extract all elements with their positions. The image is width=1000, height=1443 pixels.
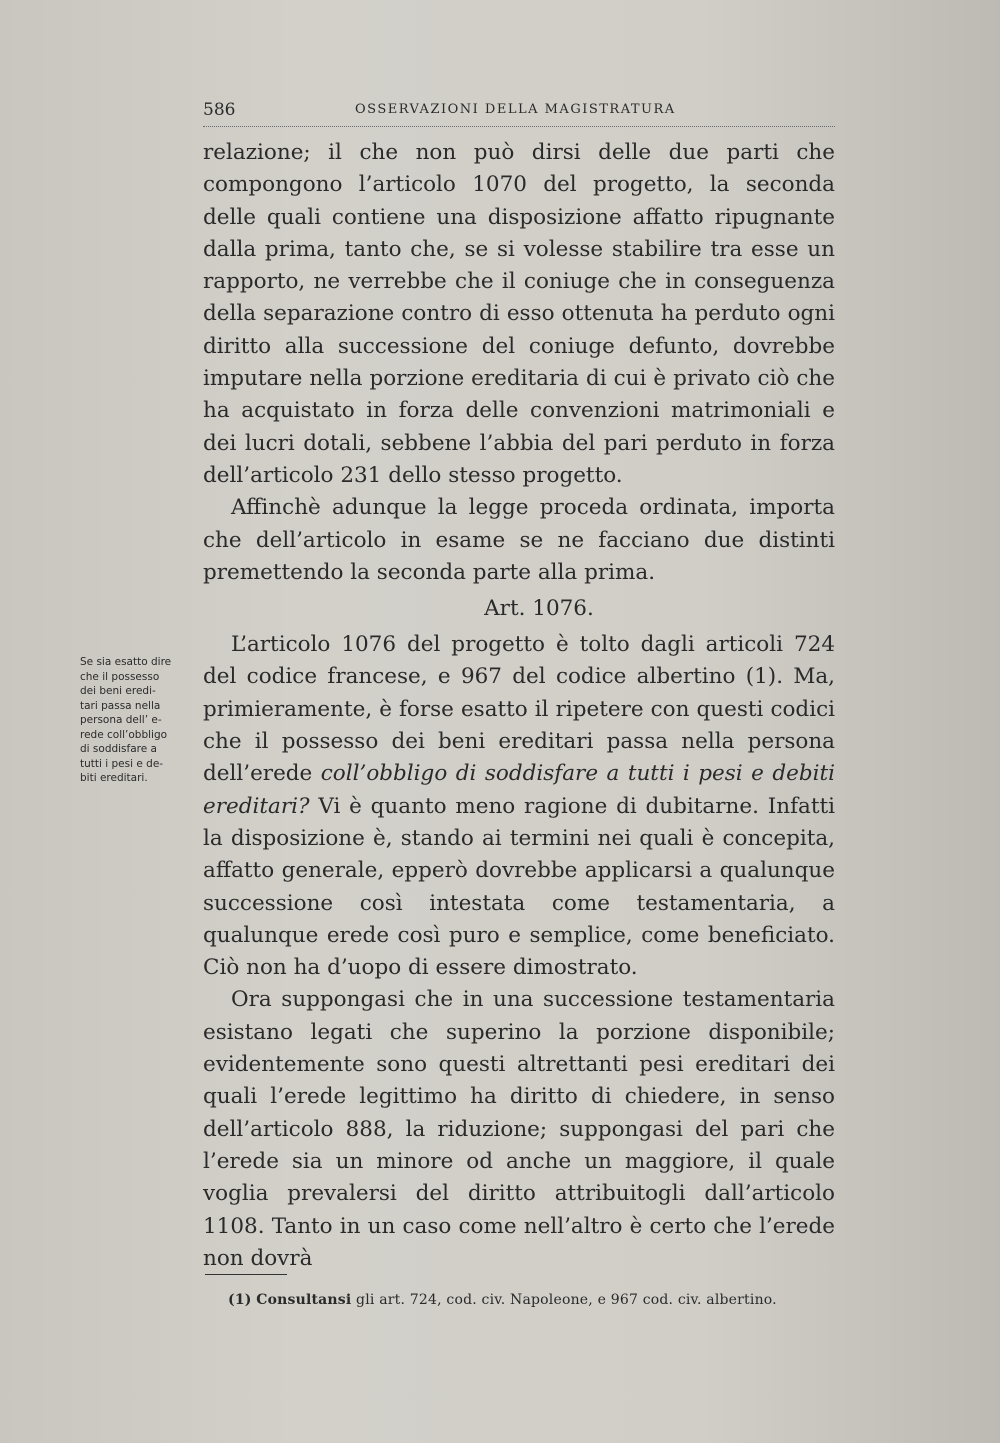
paragraph-4: Ora suppongasi che in una successione testamentaria esistano legati che superino la porzione disponibile; evidentemente sono questi altrettanti pesi ereditari dei quali l’erede legittimo ha diritto di chiedere, in senso dell’articolo 888, la riduzione; suppongasi del pari che l’erede sia un minore od anche un maggiore, il quale voglia prevalersi del diritto attribuitogli dall’articolo 1108. Tanto in un caso come nell’altro è certo che l’erede non dovrà [203,987,835,1271]
footnote [228,1292,838,1308]
footnote-divider [205,1274,287,1275]
margin-note [80,655,195,786]
article-heading: Art. 1076. [484,596,594,622]
margin-note-line: dei beni eredi- [80,685,156,697]
footnote-marker: (1) [228,1292,252,1308]
margin-note-line: rede coll’obbligo [80,728,168,741]
page-number: 586 [203,100,236,120]
paragraph-3 [203,629,835,984]
margin-note-line: Se sia esatto dire [80,656,172,668]
paragraph-3-text-a: L’articolo 1076 del progetto è tolto dagli articoli 724 del codice francese, e 967 del codice albertino [203,632,835,690]
footnote-first-word: Consultansi [256,1292,352,1308]
footnote-text: gli art. 724, cod. civ. Napoleone, e 967 cod. civ. albertino. [351,1292,777,1308]
margin-note-line: che il possesso [80,670,160,683]
running-header [203,96,835,127]
paragraph-1: relazione; il che non può dirsi delle due parti che compongono l’articolo 1070 del progetto, la seconda delle quali contiene una disposizione affatto ripugnante dalla prima, tanto che, se si volesse stabilire tra esse un rapporto, ne verrebbe che il coniuge che in conseguenza della separazione contro di esso ottenuta ha perduto ogni diritto alla successione del coniuge defunto, dovrebbe imputare nella porzione ereditaria di cui è privato ciò che ha acquistato in forza delle convenzioni matrimoniali e dei lucri dotali, sebbene l’abbia del pari perduto in forza dell’articolo 231 dello stesso progetto. [203,140,835,488]
paragraph-2: Affinchè adunque la legge proceda ordinata, importa che dell’articolo in esame se ne facciano due distinti premettendo la seconda parte alla prima. [203,495,835,585]
footnote-reference[interactable]: (1) [745,664,777,690]
running-title: OSSERVAZIONI DELLA MAGISTRATURA [355,102,676,117]
main-text [203,137,835,1275]
margin-note-line: biti ereditari. [80,772,148,784]
margin-note-line: tari passa nella [80,699,161,712]
margin-note-line: di soddisfare a [80,743,157,755]
paragraph-3-text-b: . Ma, primieramente, è forse esatto il ripetere con questi codici che il possesso dei beni ereditari passa nella persona dell’erede [203,664,835,787]
margin-note-line: tutti i pesi e de- [80,757,164,770]
paragraph-3-text-c: Vi è quanto meno ragione di dubitarne. Infatti la disposizione è, stando ai termini nei quali è concepita, affatto generale, epperò dovrebbe applicarsi a qualunque successione così intestata come testamentaria, a qualunque erede così puro e semplice, come beneficiato. Ciò non ha d’uopo di essere dimostrato. [203,793,835,981]
margin-note-line: persona dell’ e- [80,714,162,726]
paragraph-3-italic: coll’obbligo di soddisfare a tutti i pesi e debiti ereditari? [203,761,835,819]
